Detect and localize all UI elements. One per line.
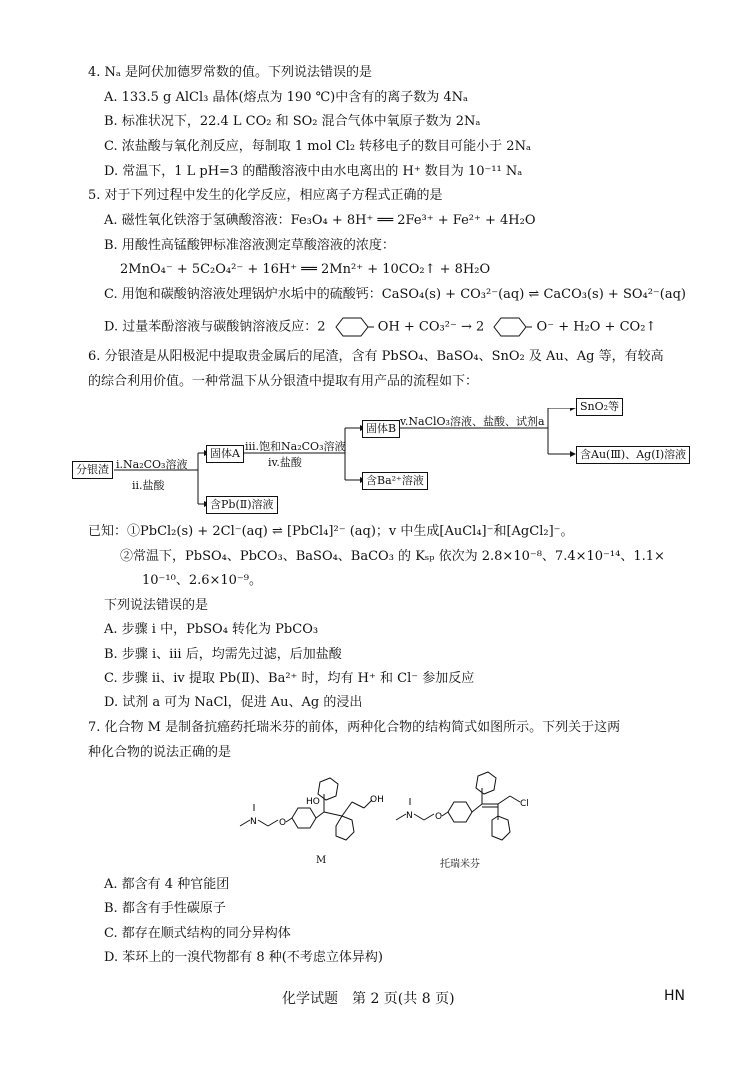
flow-label-step2-top: iii.饱和Na₂CO₃溶液 [245,440,346,453]
atom-oh: OH [370,795,384,805]
q6-stem-line1: 6. 分银渣是从阳极泥中提取贵金属后的尾渣，含有 PbSO₄、BaSO₄、SnO₂ 及 Au、Ag 等，有较高 [88,349,664,364]
molecule-m-structure [236,764,386,864]
molecule-toremifene-structure [392,758,532,858]
q6-stem-line2: 的综合利用价值。一种常温下从分银渣中提取有用产品的流程如下： [88,374,479,389]
q6-option-b: B. 步骤 i、iii 后，均需先过滤，后加盐酸 [104,647,342,662]
q6-option-d: D. 试剂 a 可为 NaCl，促进 Au、Ag 的浸出 [104,695,363,710]
atom-cl: Cl [520,799,529,809]
q4-option-c: C. 浓盐酸与氧化剂反应，每制取 1 mol Cl₂ 转移电子的数目可能小于 2Nₐ [104,139,531,154]
flow-label-step2-bottom: iv.盐酸 [268,456,302,469]
page-footer: 化学试题 第 2 页(共 8 页) [282,991,455,1007]
q5-option-d [104,316,656,338]
q5-option-d-post: O⁻ + H₂O + CO₂↑ [536,319,657,335]
q6-known-3: 10⁻¹⁰、2.6×10⁻⁹。 [142,573,263,588]
q6-option-c: C. 步骤 ii、iv 提取 Pb(Ⅱ)、Ba²⁺ 时，均有 H⁺ 和 Cl⁻ 参加反应 [104,671,475,686]
molecule-toremifene-label: 托瑞米芬 [440,859,480,870]
flow-box-ba: 含Ba²⁺溶液 [362,472,428,490]
flow-label-step1-bottom: ii.盐酸 [132,479,165,492]
atom-o: O [279,818,287,828]
flow-box-au-ag: 含Au(Ⅲ)、Ag(Ⅰ)溶液 [576,446,690,464]
q6-known-2: ②常温下，PbSO₄、PbCO₃、BaSO₄、BaCO₃ 的 Kₛₚ 依次为 2.8×10⁻⁸、7.4×10⁻¹⁴、1.1× [120,549,665,564]
flow-label-step3: v.NaClO₃溶液、盐酸、试剂a [400,415,545,428]
q5-stem: 5. 对于下列过程中发生的化学反应，相应离子方程式正确的是 [88,188,443,203]
q7-stem-line2: 种化合物的说法正确的是 [88,745,232,760]
flow-box-solid-b: 固体B [362,420,400,438]
molecule-m-label: M [316,855,327,866]
benzene-ring-icon [330,316,374,338]
q7-option-c: C. 都存在顺式结构的同分异构体 [104,926,291,941]
q5-option-b-equation: 2MnO₄⁻ + 5C₂O₄²⁻ + 16H⁺ ══ 2Mn²⁺ + 10CO₂↑ + 8H₂O [120,262,491,277]
q6-known-1: 已知：①PbCl₂(s) + 2Cl⁻(aq) ⇌ [PbCl₄]²⁻ (aq)；v 中生成[AuCl₄]⁻和[AgCl₂]⁻。 [88,524,574,539]
q7-option-b: B. 都含有手性碳原子 [104,901,226,916]
q7-option-d: D. 苯环上的一溴代物都有 8 种(不考虑立体异构) [104,950,383,965]
q5-option-b: B. 用酸性高锰酸钾标准溶液测定草酸溶液的浓度： [104,238,395,253]
benzene-ring-icon [488,316,532,338]
q7-option-a: A. 都含有 4 种官能团 [104,877,230,892]
atom-ho: HO [306,797,320,807]
flow-box-start: 分银渣 [72,461,113,479]
flow-box-pb: 含Pb(Ⅱ)溶液 [206,496,278,514]
q5-option-d-pre: D. 过量苯酚溶液与碳酸钠溶液反应：2 [104,319,326,335]
q5-option-a: A. 磁性氧化铁溶于氢碘酸溶液：Fe₃O₄ + 8H⁺ ══ 2Fe³⁺ + Fe²⁺ + 4H₂O [104,213,536,228]
q6-option-a: A. 步骤 i 中，PbSO₄ 转化为 PbCO₃ [104,622,319,637]
atom-n: N [406,811,413,821]
flow-label-step1-top: i.Na₂CO₃溶液 [116,458,188,471]
atom-o: O [435,812,443,822]
flow-box-solid-a: 固体A [206,445,244,463]
footer-region-code: HN [664,988,685,1004]
q7-stem-line1: 7. 化合物 M 是制备抗癌药托瑞米芬的前体，两种化合物的结构简式如图所示。下列关于这两 [88,720,621,735]
atom-n: N [250,817,257,827]
q6-ask: 下列说法错误的是 [104,598,209,613]
q5-option-c: C. 用饱和碳酸钠溶液处理锅炉水垢中的硫酸钙：CaSO₄(s) + CO₃²⁻(aq) ⇌ CaCO₃(s) + SO₄²⁻(aq) [104,287,687,302]
q4-stem: 4. Nₐ 是阿伏加德罗常数的值。下列说法错误的是 [88,65,373,80]
q4-option-b: B. 标准状况下，22.4 L CO₂ 和 SO₂ 混合气体中氧原子数为 2Nₐ [104,114,481,129]
flow-box-sno2: SnO₂等 [576,398,623,416]
q4-option-a: A. 133.5 g AlCl₃ 晶体(熔点为 190 ℃)中含有的离子数为 4Nₐ [104,90,469,105]
q4-option-d: D. 常温下，1 L pH=3 的醋酸溶液中由水电离出的 H⁺ 数目为 10⁻¹¹ Nₐ [104,164,523,179]
q5-option-d-mid: OH + CO₃²⁻ → 2 [377,319,485,335]
